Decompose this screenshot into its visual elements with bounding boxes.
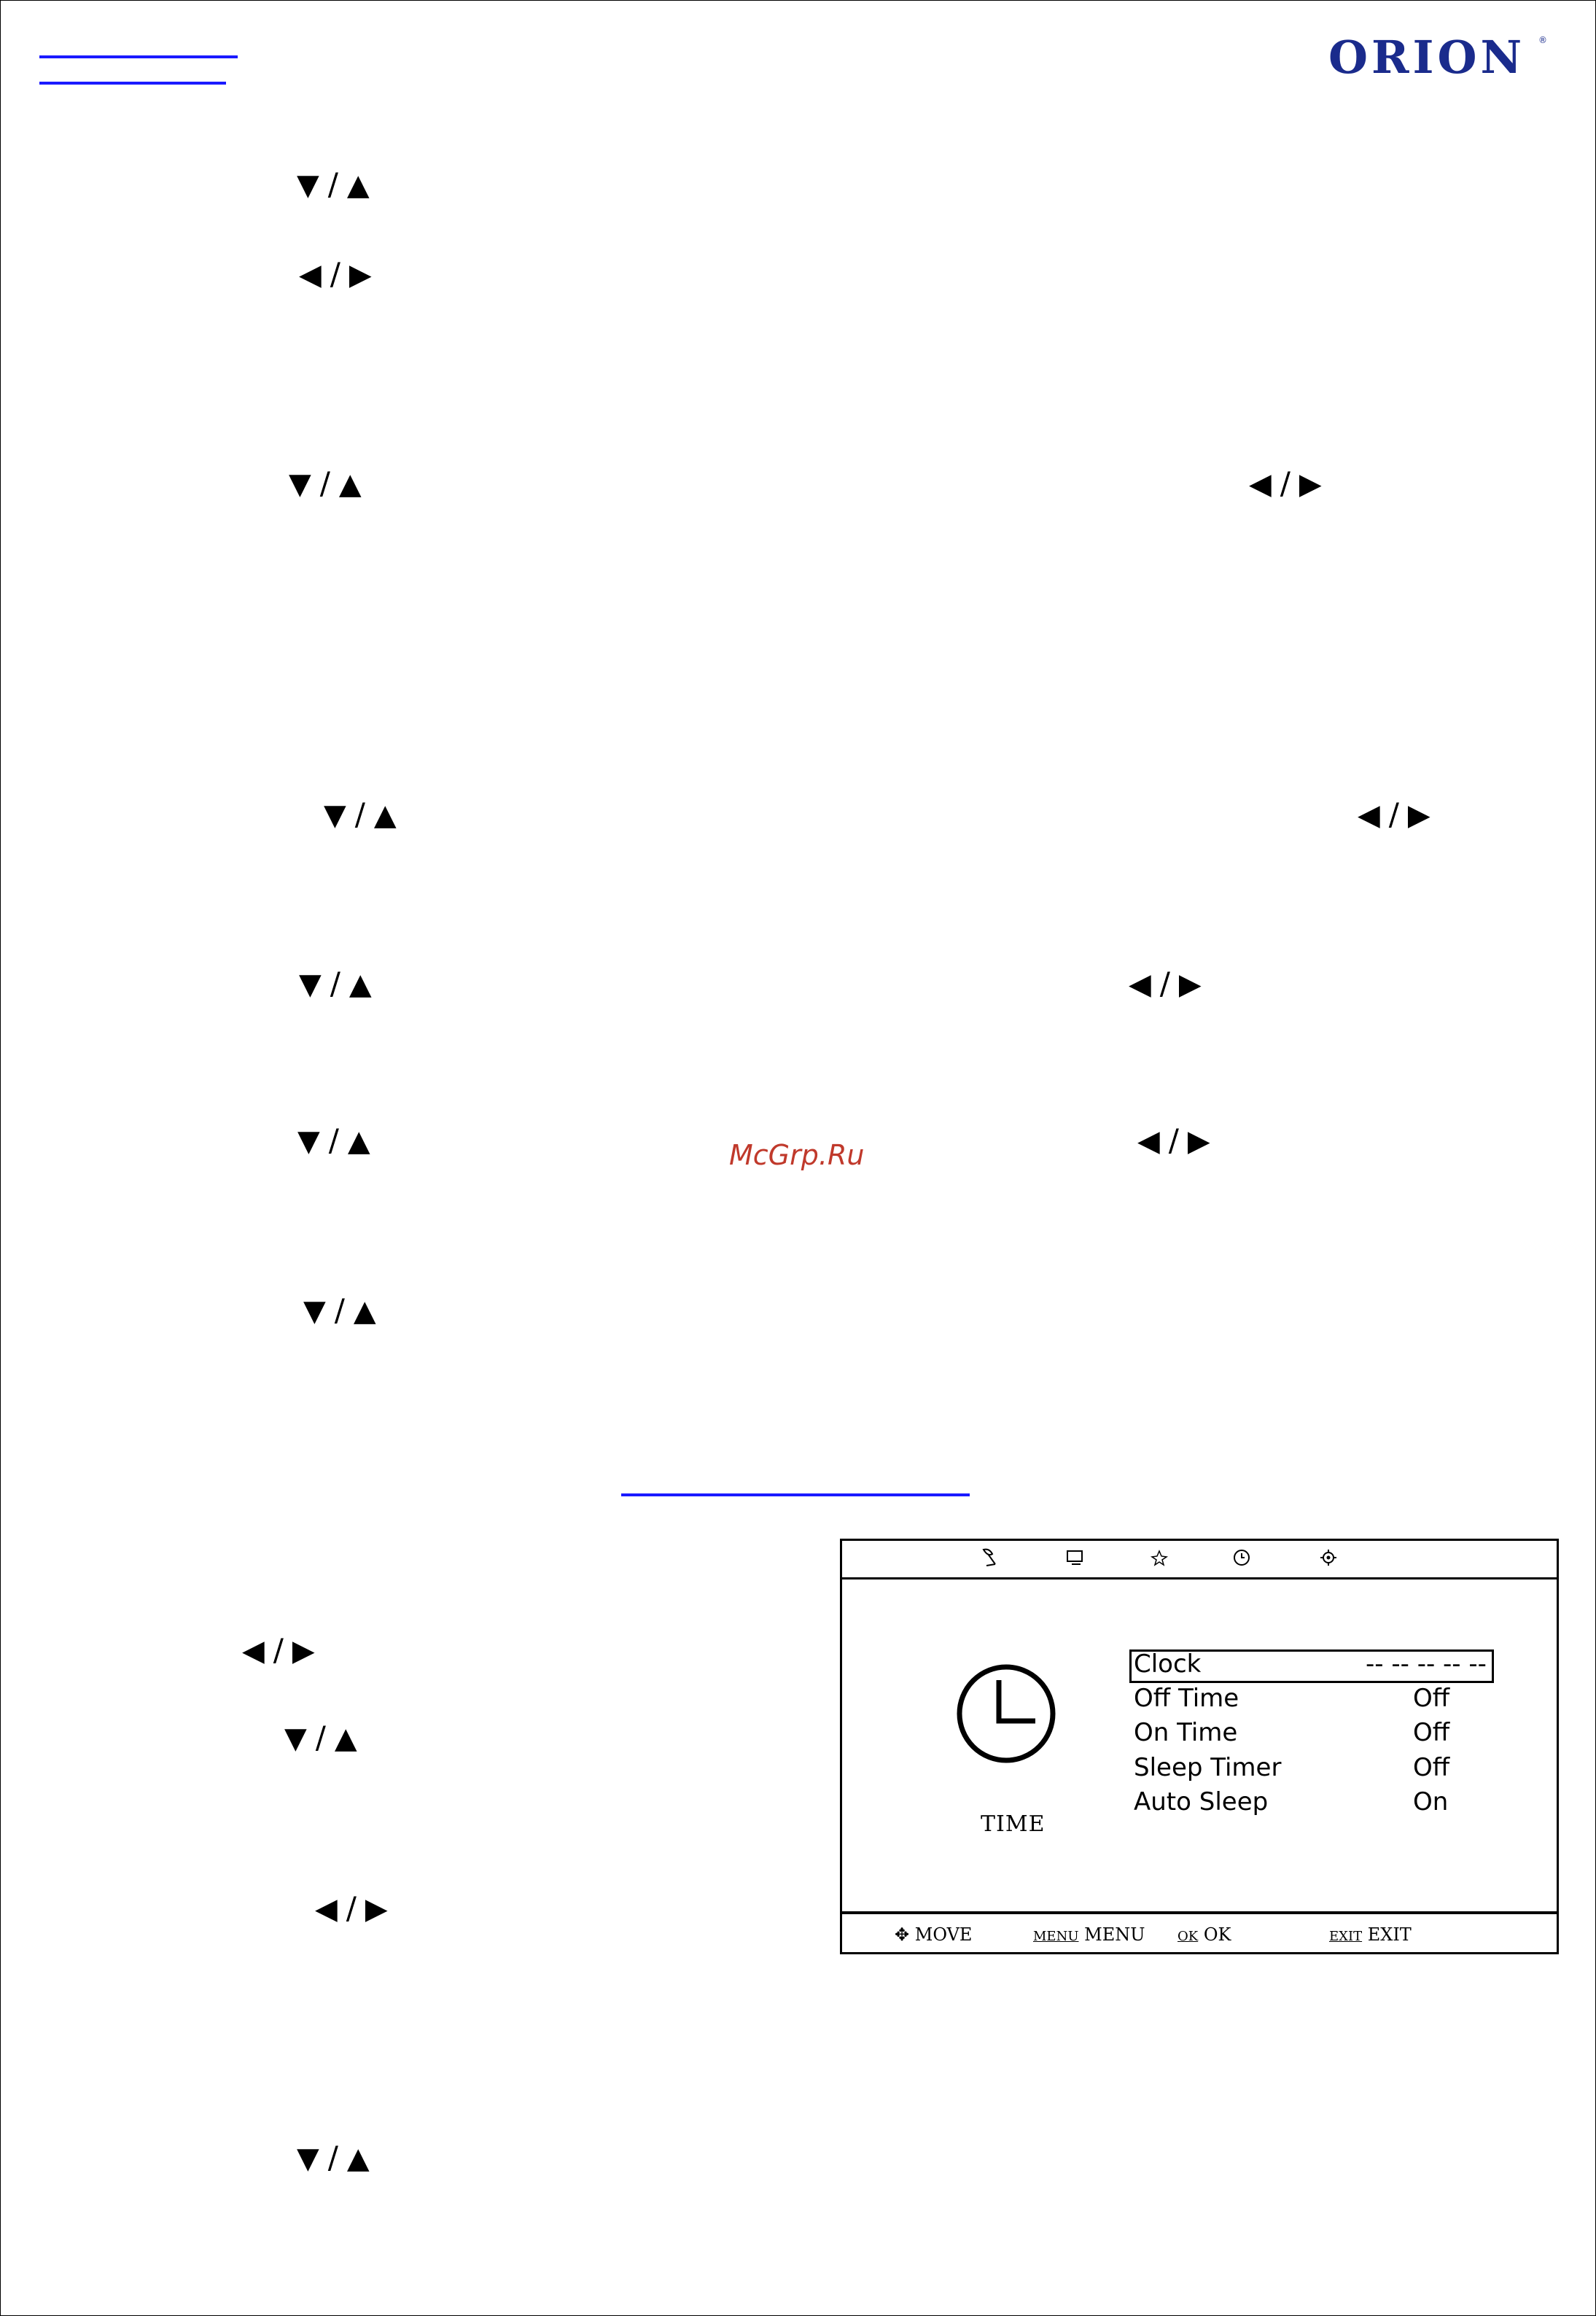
down-up-arrows — [289, 465, 362, 501]
dpad-icon: ✥ — [895, 1924, 910, 1945]
down-up-arrows — [297, 166, 370, 202]
auto-sleep-value: On — [1413, 1787, 1449, 1816]
setup-icon[interactable] — [1317, 1547, 1339, 1572]
ok-key: OK — [1177, 1929, 1199, 1944]
move-label: MOVE — [914, 1924, 973, 1945]
orion-logo: ORION — [1328, 31, 1526, 84]
left-arrow-icon: ◀ — [242, 1634, 265, 1668]
menu-item-on-time[interactable]: On Time — [1134, 1718, 1238, 1747]
exit-key: EXIT — [1329, 1929, 1363, 1944]
right-arrow-icon: ▶ — [1187, 1124, 1210, 1158]
clock-value: -- -- -- -- -- — [1366, 1649, 1487, 1679]
timer-icon[interactable] — [1231, 1547, 1253, 1572]
left-right-arrows — [1137, 1122, 1210, 1158]
right-arrow-icon: ▶ — [1178, 968, 1202, 1001]
slash: / — [328, 1122, 339, 1158]
left-arrow-icon: ◀ — [1358, 798, 1380, 832]
move-hint — [895, 1924, 972, 1945]
menu-label: MENU — [1084, 1924, 1145, 1945]
left-right-arrows — [1249, 465, 1322, 501]
slash: / — [330, 256, 340, 292]
registered-mark: ® — [1538, 35, 1547, 45]
down-up-arrows — [299, 965, 372, 1001]
time-page-label: TIME — [981, 1811, 1046, 1837]
ok-hint — [1177, 1924, 1231, 1945]
up-arrow-icon: ▲ — [334, 1722, 357, 1755]
down-arrow-icon: ▼ — [297, 2142, 319, 2175]
osd-tab-bar — [842, 1541, 1557, 1579]
sleep-timer-value: Off — [1413, 1753, 1450, 1782]
left-arrow-icon: ◀ — [1249, 467, 1272, 501]
slash: / — [354, 796, 365, 832]
up-arrow-icon: ▲ — [373, 798, 397, 832]
slash: / — [1388, 796, 1399, 832]
down-up-arrows — [297, 1122, 370, 1158]
up-arrow-icon: ▲ — [353, 1294, 376, 1328]
down-arrow-icon: ▼ — [324, 798, 346, 832]
right-arrow-icon: ▶ — [292, 1634, 315, 1668]
slash: / — [315, 1719, 326, 1755]
menu-key: MENU — [1033, 1929, 1079, 1944]
down-arrow-icon: ▼ — [284, 1722, 307, 1755]
menu-item-off-time[interactable]: Off Time — [1134, 1684, 1239, 1713]
left-right-arrows — [1129, 965, 1202, 1001]
slash: / — [327, 166, 338, 202]
down-up-arrows — [284, 1719, 357, 1755]
menu-item-sleep-timer[interactable]: Sleep Timer — [1134, 1753, 1282, 1782]
sound-icon[interactable] — [1148, 1547, 1170, 1572]
left-right-arrows — [1358, 796, 1430, 832]
down-arrow-icon: ▼ — [297, 1124, 320, 1158]
right-arrow-icon: ▶ — [349, 258, 372, 292]
left-right-arrows — [242, 1632, 315, 1668]
slash: / — [273, 1632, 284, 1668]
up-arrow-icon: ▲ — [338, 467, 362, 501]
menu-item-clock[interactable]: Clock — [1134, 1649, 1202, 1679]
left-arrow-icon: ◀ — [299, 258, 322, 292]
left-arrow-icon: ◀ — [1137, 1124, 1160, 1158]
right-arrow-icon: ▶ — [365, 1892, 388, 1926]
on-time-value: Off — [1413, 1718, 1450, 1747]
down-up-arrows — [303, 1292, 376, 1328]
antenna-icon[interactable] — [979, 1547, 1001, 1572]
up-arrow-icon: ▲ — [346, 2142, 370, 2175]
left-arrow-icon: ◀ — [1129, 968, 1151, 1001]
left-right-arrows — [315, 1890, 388, 1926]
osd-footer — [842, 1911, 1557, 1952]
left-arrow-icon: ◀ — [315, 1892, 338, 1926]
up-arrow-icon: ▲ — [349, 968, 372, 1001]
slash: / — [1168, 1122, 1179, 1158]
exit-hint — [1329, 1924, 1412, 1945]
up-arrow-icon: ▲ — [346, 168, 370, 202]
down-arrow-icon: ▼ — [289, 467, 311, 501]
osd-body — [842, 1579, 1557, 1908]
osd-time-menu — [840, 1539, 1559, 1954]
slash: / — [330, 965, 340, 1001]
slash: / — [346, 1890, 357, 1926]
down-up-arrows — [324, 796, 397, 832]
slash: / — [334, 1292, 345, 1328]
watermark: McGrp.Ru — [729, 1139, 865, 1171]
slash: / — [327, 2140, 338, 2175]
header-link-line-2[interactable] — [39, 82, 226, 85]
up-arrow-icon: ▲ — [347, 1124, 370, 1158]
right-arrow-icon: ▶ — [1299, 467, 1322, 501]
down-up-arrows — [297, 2142, 370, 2173]
slash: / — [319, 465, 330, 501]
menu-item-auto-sleep[interactable]: Auto Sleep — [1134, 1787, 1269, 1816]
slash: / — [1280, 465, 1291, 501]
off-time-value: Off — [1413, 1684, 1450, 1713]
picture-icon[interactable] — [1064, 1547, 1086, 1572]
down-arrow-icon: ▼ — [303, 1294, 326, 1328]
down-arrow-icon: ▼ — [299, 968, 322, 1001]
slash: / — [1159, 965, 1170, 1001]
ok-label: OK — [1203, 1924, 1231, 1945]
clock-icon — [954, 1661, 1059, 1766]
section-link[interactable] — [621, 1493, 970, 1496]
exit-label: EXIT — [1367, 1924, 1412, 1945]
menu-hint — [1033, 1924, 1145, 1945]
down-arrow-icon: ▼ — [297, 168, 319, 202]
left-right-arrows — [299, 256, 372, 292]
right-arrow-icon: ▶ — [1407, 798, 1430, 832]
header-link-line-1[interactable] — [39, 55, 238, 58]
